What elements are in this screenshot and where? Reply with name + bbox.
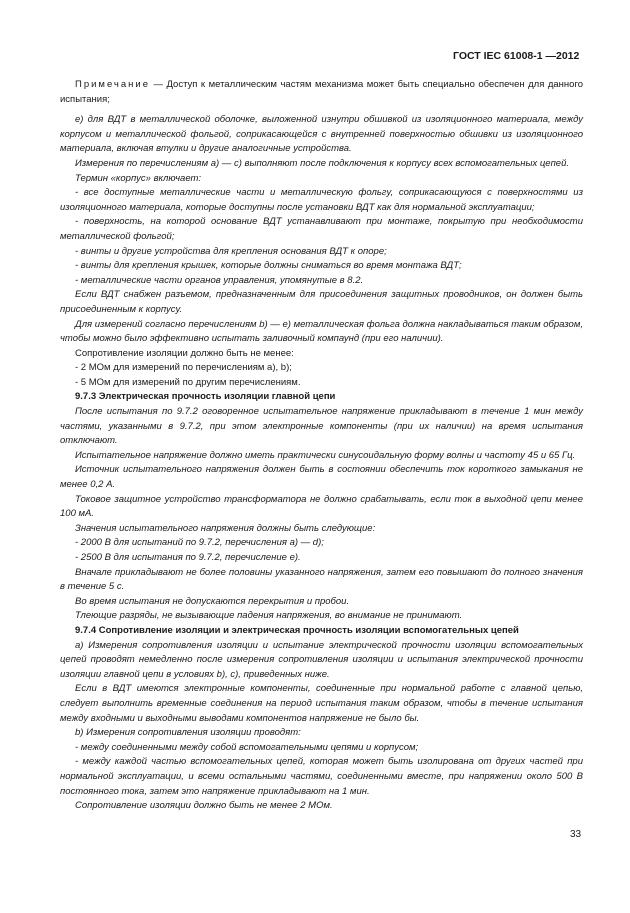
paragraph: Испытательное напряжение должно иметь практически синусоидальную форму волны и частоту 45 и 65 Гц. [75, 449, 576, 461]
paragraph: Для измерений согласно перечислениям b) — e) металлическая фольга должна накладываться таким образом, чтобы можно было эффективно испытать заливочный компаунд (при его наличии). [60, 318, 583, 345]
paragraph: Значения испытательного напряжения должны быть следующие: [75, 522, 376, 534]
paragraph: Сопротивление изоляции должно быть не менее 2 МОм. [75, 800, 333, 812]
section-heading-9-7-3: 9.7.3 Электрическая прочность изоляции главной цепи [75, 391, 336, 403]
paragraph: Тлеющие разряды, не вызывающие падения напряжения, во внимание не принимают. [75, 610, 463, 622]
note-text: — Доступ к металлическим частям механизма может быть специально обеспечен для данного испытания; [60, 79, 583, 105]
paragraph: a) Измерения сопротивления изоляции и испытание электрической прочности изоляции вспомогательных цепей проводят немедленно после измерения сопротивления изоляции и испытания электрической прочности изоляции главной цепи в условиях b), c), приведенных ниже. [60, 639, 583, 680]
list-item: - 2000 В для испытаний по 9.7.2, перечисления a) — d); [75, 537, 324, 549]
list-item: - между каждой частью вспомогательных цепей, которая может быть изолирована от других частей при нормальной эксплуатации, и всеми остальными частями, соединенными вместе, при напряжении около 500 В постоянного тока, затем это напряжение прикладывают на 1 мин. [60, 756, 583, 797]
paragraph: Вначале прикладывают не более половины указанного напряжения, затем его повышают до полного значения в течение 5 с. [60, 566, 583, 593]
paragraph: Термин «корпус» включает: [75, 172, 202, 184]
list-item: - поверхность, на которой основание ВДТ устанавливают при монтаже, покрытую при необходимости металлической фольгой; [60, 216, 583, 242]
paragraph: Токовое защитное устройство трансформатора не должно срабатывать, если ток в выходной цепи менее 100 мА. [60, 493, 583, 520]
paragraph: Измерения по перечислениям a) — c) выполняют после подключения к корпусу всех вспомогательных цепей. [75, 157, 569, 169]
paragraph: Сопротивление изоляции должно быть не менее: [75, 347, 294, 359]
note [60, 78, 583, 107]
list-item: - между соединенными между собой вспомогательными цепями и корпусом; [75, 741, 419, 753]
paragraph: Если ВДТ снабжен разъемом, предназначенным для присоединения защитных проводников, он должен быть присоединенным к корпусу. [60, 289, 583, 315]
list-item: - 5 МОм для измерений по другим перечислениям. [75, 376, 301, 388]
list-item: - 2500 В для испытания по 9.7.2, перечисление e). [75, 552, 301, 563]
note-label: Примечание [75, 79, 150, 90]
list-item: - винты для крепления крышек, которые должны сниматься во время монтажа ВДТ; [75, 260, 462, 272]
page-number: 33 [570, 829, 582, 840]
section-heading-9-7-4: 9.7.4 Сопротивление изоляции и электрическая прочность изоляции вспомогательных цепей [75, 624, 519, 636]
paragraph: b) Измерения сопротивления изоляции проводят: [75, 727, 301, 739]
paragraph: Источник испытательного напряжения должен быть в состоянии обеспечить ток короткого замыкания не менее 0,2 А. [60, 464, 583, 491]
paragraph: После испытания по 9.7.2 оговоренное испытательное напряжение прикладывают в течение 1 мин между частями, указанными в 9.7.2, при этом электронные компоненты (при их наличии) на время испытания отключают. [60, 406, 583, 447]
list-item: - все доступные металлические части и металлическую фольгу, соприкасающуюся с поверхностями из изоляционного материала, которые доступны после установки ВДТ как для нормальной эксплуатации; [60, 187, 583, 213]
list-item: - винты и другие устройства для крепления основания ВДТ к опоре; [75, 245, 387, 257]
paragraph: e) для ВДТ в металлической оболочке, выложенной изнутри обшивкой из изоляционного материала, между корпусом и металлической фольгой, соприкасающейся с внутренней поверхностью обшивки из изоляционного материала, включая втулки и другие аналогичные устройства. [60, 114, 583, 155]
page-body [60, 78, 583, 814]
list-item: - 2 МОм для измерений по перечислениям a), b); [75, 362, 292, 374]
paragraph: Во время испытания не допускаются перекрытия и пробои. [75, 595, 350, 607]
document-code: ГОСТ IEC 61008-1 —2012 [453, 50, 580, 62]
paragraph: Если в ВДТ имеются электронные компоненты, соединенные при нормальной работе с главной цепью, следует выполнить временные соединения на период испытания таким образом, чтобы в течение испытания между входными и выходными выводами компонентов напряжение не было бы. [60, 683, 583, 724]
list-item: - металлические части органов управления, упомянутые в 8.2. [75, 274, 364, 286]
